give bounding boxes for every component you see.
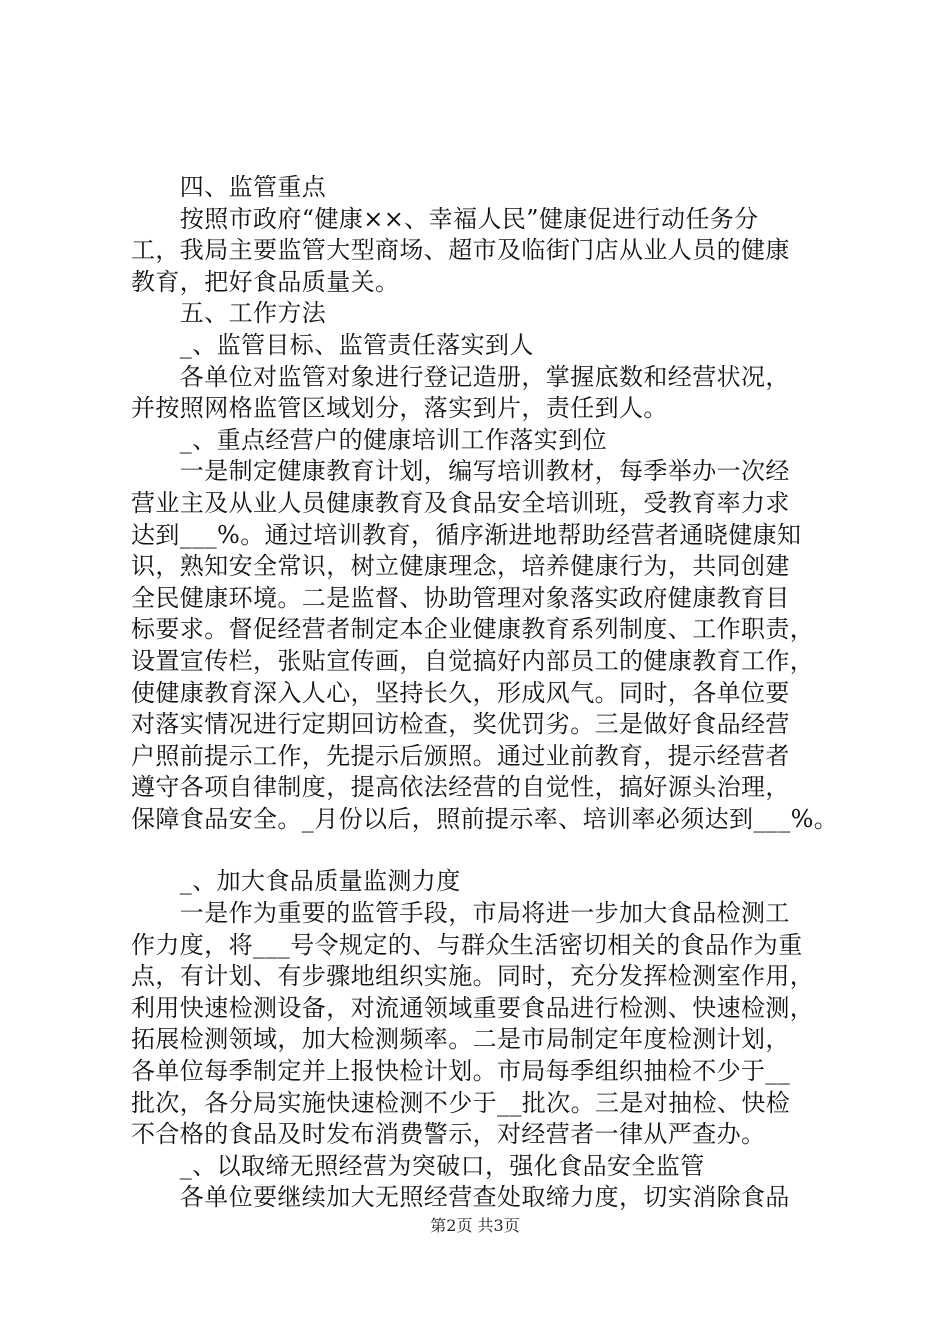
paragraph-line: 户照前提示工作，先提示后颁照。通过业前教育，提示经营者 (131, 741, 790, 770)
paragraph-gap (131, 835, 851, 866)
paragraph-line: 各单位对监管对象进行登记造册，掌握底数和经营状况， (131, 362, 790, 391)
paragraph-line: 全民健康环境。二是监督、协助管理对象落实政府健康教育目 (131, 583, 790, 612)
subheading-quality-monitoring: _、加大食品质量监测力度 (131, 867, 461, 896)
paragraph-line: 利用快速检测设备，对流通领域重要食品进行检测、快速检测， (131, 993, 815, 1022)
paragraph-line: 并按照网格监管区域划分，落实到片，责任到人。 (131, 394, 668, 423)
paragraph-line: 使健康教育深入人心，坚持长久，形成风气。同时，各单位要 (131, 678, 790, 707)
paragraph-line: 点，有计划、有步骤地组织实施。同时，充分发挥检测室作用， (131, 962, 815, 991)
paragraph-line: 设置宣传栏，张贴宣传画，自觉搞好内部员工的健康教育工作， (131, 646, 815, 675)
paragraph-line: 工，我局主要监管大型商场、超市及临街门店从业人员的健康 (131, 236, 790, 265)
subheading-unlicensed-business: _、以取缔无照经营为突破口，强化食品安全监管 (131, 1151, 705, 1180)
subheading-responsibility: _、监管目标、监管责任落实到人 (131, 330, 534, 359)
paragraph-line: 拓展检测领域，加大检测频率。二是市局制定年度检测计划， (131, 1025, 790, 1054)
paragraph-line: 一是作为重要的监管手段，市局将进一步加大食品检测工 (131, 899, 790, 928)
paragraph-line: 各单位要继续加大无照经营查处取缔力度，切实消除食品 (131, 1183, 790, 1212)
text-block-2 (131, 866, 851, 1214)
paragraph-line: 营业主及从业人员健康教育及食品安全培训班，受教育率力求 (131, 488, 790, 517)
paragraph-line: 保障食品安全。_月份以后，照前提示率、培训率必须达到___%。 (131, 804, 839, 833)
paragraph-line: 标要求。督促经营者制定本企业健康教育系列制度、工作职责， (131, 615, 815, 644)
paragraph-line: 教育，把好食品质量关。 (131, 267, 400, 296)
section-heading-supervision-focus: 四、监管重点 (131, 173, 327, 201)
paragraph-line: 作力度，将___号令规定的、与群众生活密切相关的食品作为重 (131, 930, 803, 959)
paragraph-line: 达到___%。通过培训教育，循序渐进地帮助经营者通晓健康知 (131, 520, 802, 549)
paragraph-line: 遵守各项自律制度，提高依法经营的自觉性，搞好源头治理， (131, 773, 790, 802)
subheading-health-training: _、重点经营户的健康培训工作落实到位 (131, 425, 607, 454)
paragraph-line: 按照市政府“健康××、幸福人民”健康促进行动任务分 (131, 204, 759, 233)
paragraph-line: 各单位每季制定并上报快检计划。市局每季组织抽检不少于__ (131, 1057, 791, 1086)
page-number-footer: 第2页 共3页 (430, 1216, 520, 1235)
section-heading-work-methods: 五、工作方法 (131, 299, 327, 328)
paragraph-line: 识，熟知安全常识，树立健康理念，培养健康行为，共同创建 (131, 552, 790, 581)
paragraph-line: 不合格的食品及时发布消费警示，对经营者一律从严查办。 (131, 1120, 766, 1149)
document-body (131, 172, 851, 1214)
paragraph-line: 一是制定健康教育计划，编写培训教材，每季举办一次经 (131, 457, 790, 486)
paragraph-line: 批次，各分局实施快速检测不少于__批次。三是对抽检、快检 (131, 1088, 791, 1117)
text-block-1 (131, 172, 851, 835)
paragraph-line: 对落实情况进行定期回访检查，奖优罚劣。三是做好食品经营 (131, 710, 790, 739)
